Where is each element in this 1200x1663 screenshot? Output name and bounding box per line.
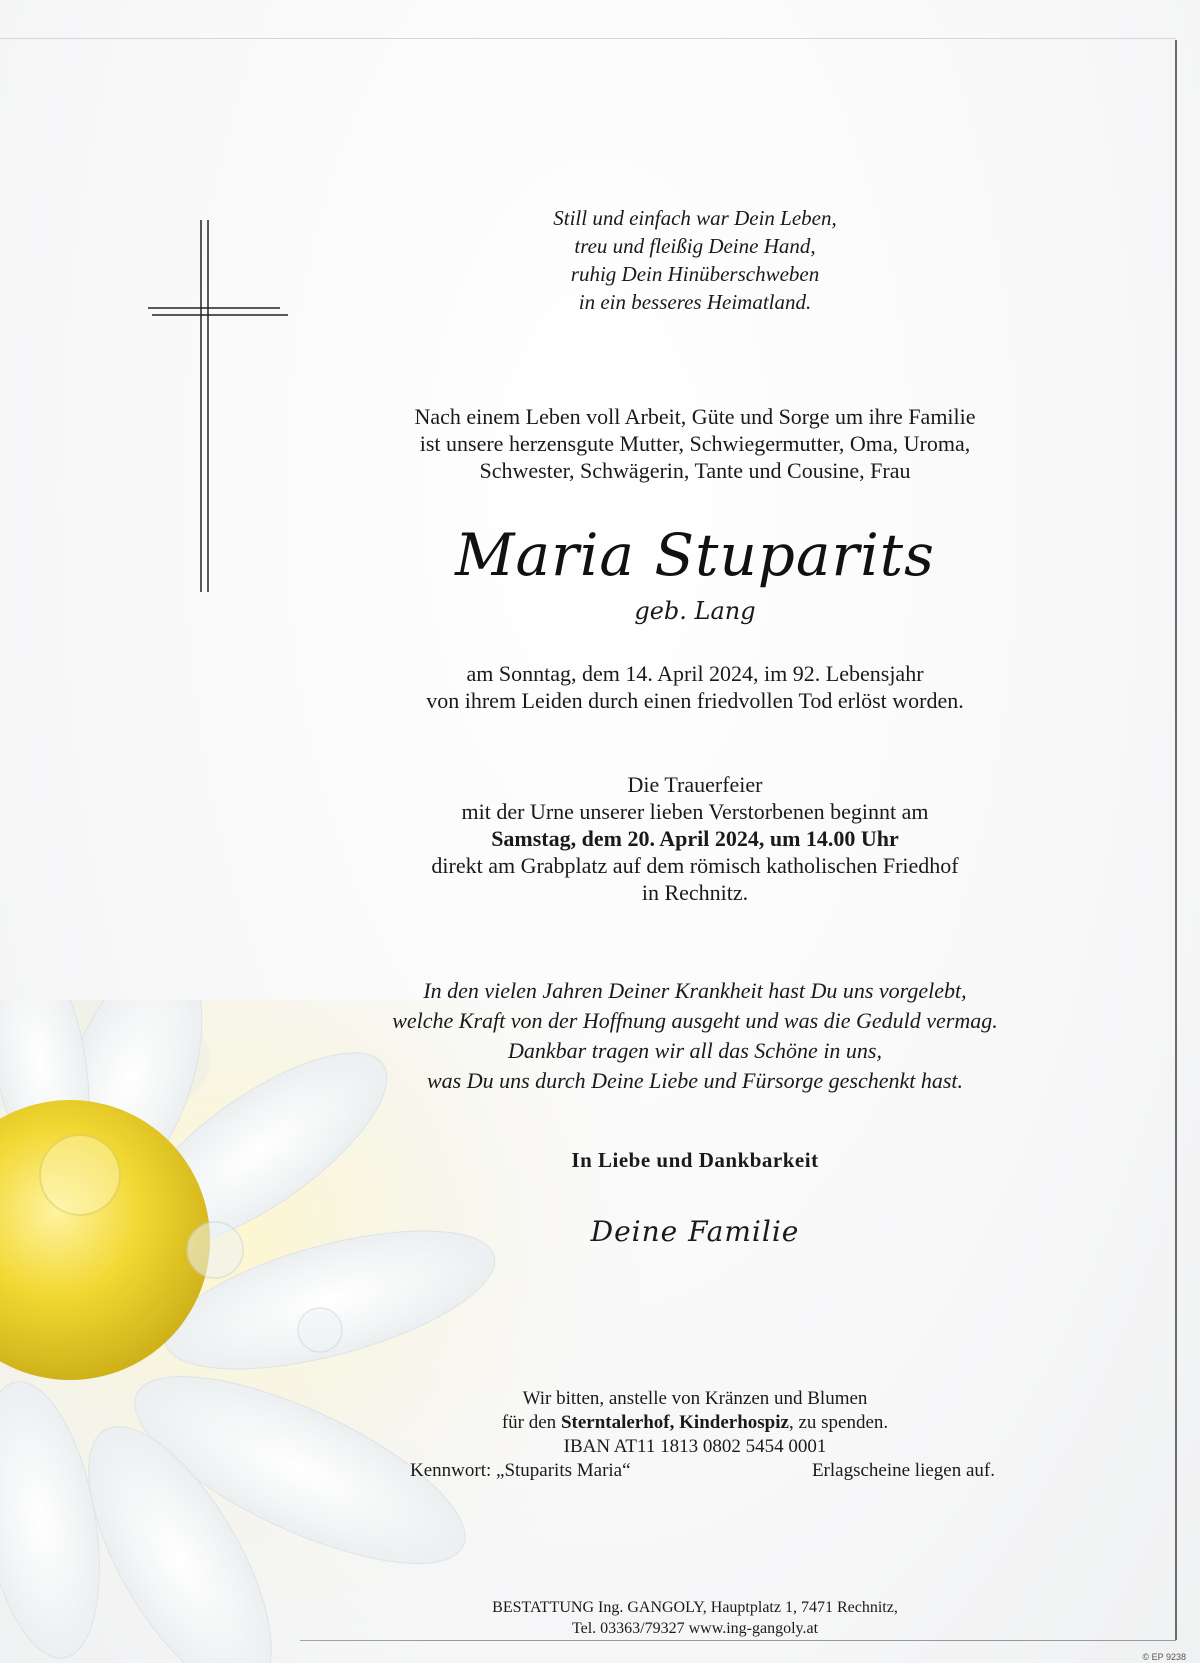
poem-line: Still und einfach war Dein Leben,: [553, 206, 837, 230]
funeral-home-contact: Tel. 03363/79327 www.ing-gangoly.at: [571, 1620, 819, 1637]
deceased-name: Maria Stuparits: [455, 521, 935, 589]
donation-keyword: Kennwort: „Stuparits Maria“: [410, 1460, 631, 1481]
funeral-home-address: BESTATTUNG Ing. GANGOLY, Hauptplatz 1, 7471 Rechnitz,: [492, 1599, 898, 1616]
poem-line: in ein besseres Heimatland.: [578, 290, 812, 314]
funeral-home-info: [300, 1597, 1090, 1639]
death-line: von ihrem Leiden durch einen friedvollen Tod erlöst worden.: [426, 688, 964, 713]
frame-line-right: [1175, 40, 1177, 1640]
donation-slips: Erlagscheine liegen auf.: [811, 1460, 995, 1481]
donation-suffix: , zu spenden.: [788, 1412, 889, 1433]
donation-recipient: Sterntalerhof, Kinderhospiz: [560, 1412, 789, 1433]
ceremony-location: direkt am Grabplatz auf dem römisch katholischen Friedhof: [431, 853, 959, 878]
quote-line: welche Kraft von der Hoffnung ausgeht und was die Geduld vermag.: [392, 1008, 998, 1033]
donation-line: [300, 1411, 1090, 1435]
daisy-flower-image: [0, 1000, 640, 1663]
ceremony-town: in Rechnitz.: [641, 880, 749, 905]
cross-icon: [148, 220, 288, 592]
poem-line: ruhig Dein Hinüberschweben: [570, 262, 820, 286]
ceremony-date: Samstag, dem 20. April 2024, um 14.00 Uhr: [491, 826, 899, 851]
intro-text: [300, 403, 1090, 484]
maiden-name: geb. Lang: [634, 597, 756, 625]
ceremony-title: Die Trauerfeier: [627, 772, 763, 797]
intro-line: Schwester, Schwägerin, Tante und Cousine, Frau: [479, 458, 911, 483]
quote-line: In den vielen Jahren Deiner Krankheit hast Du uns vorgelebt,: [423, 978, 967, 1003]
poem-line: treu und fleißig Deine Hand,: [574, 234, 816, 258]
quote-line: was Du uns durch Deine Liebe und Fürsorge geschenkt hast.: [426, 1068, 964, 1093]
donation-iban: IBAN AT11 1813 0802 5454 0001: [563, 1436, 827, 1457]
death-line: am Sonntag, dem 14. April 2024, im 92. Lebensjahr: [466, 661, 924, 686]
donation-keyword-row: [300, 1459, 1090, 1483]
ceremony-line: mit der Urne unserer lieben Verstorbenen beginnt am: [461, 799, 929, 824]
death-notice: [300, 660, 1090, 714]
family-signature: Deine Familie: [590, 1215, 800, 1248]
copyright-code: © EP 9238: [1142, 1652, 1186, 1662]
donation-prefix: für den: [501, 1412, 561, 1433]
closing-phrase: In Liebe und Dankbarkeit: [571, 1148, 819, 1172]
intro-line: Nach einem Leben voll Arbeit, Güte und Sorge um ihre Familie: [414, 404, 976, 429]
intro-line: ist unsere herzensgute Mutter, Schwiegermutter, Oma, Uroma,: [419, 431, 971, 456]
ceremony-info: [300, 771, 1090, 906]
frame-line-top: [0, 38, 1176, 39]
quote-line: Dankbar tragen wir all das Schöne in uns,: [508, 1038, 882, 1063]
donation-line: Wir bitten, anstelle von Kränzen und Blumen: [522, 1388, 868, 1409]
memorial-quote: [300, 976, 1090, 1096]
donation-request: [300, 1387, 1090, 1483]
poem: [300, 204, 1090, 316]
